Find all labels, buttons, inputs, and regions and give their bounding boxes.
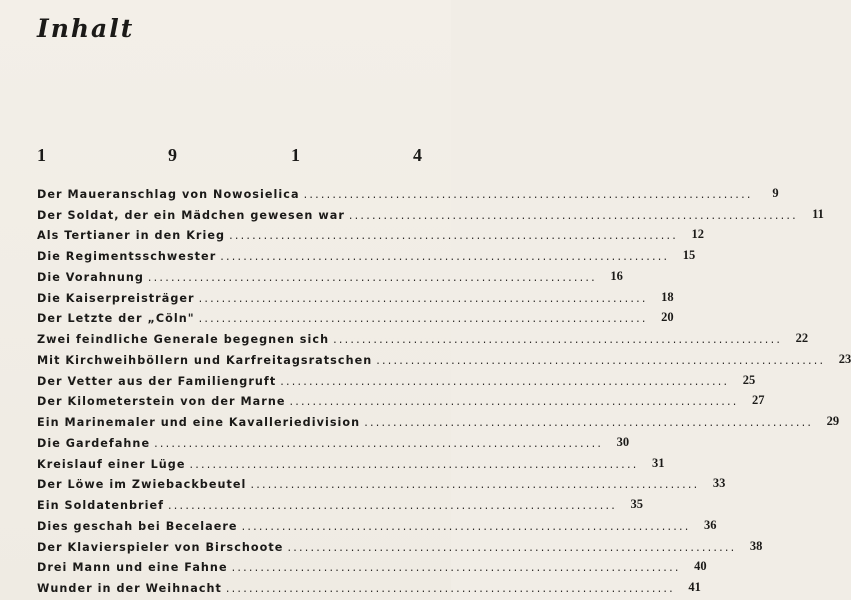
leader-dots: .............................................................................. (198, 291, 648, 305)
leader-dots: .............................................................................. (376, 353, 826, 367)
leader-dots: .............................................................................. (303, 187, 753, 201)
toc-entry-title: Die Vorahnung (37, 270, 144, 284)
toc-entry-title: Der Soldat, der ein Mädchen gewesen war (37, 208, 345, 222)
leader-dots: .............................................................................. (280, 374, 730, 388)
leader-dots: .............................................................................. (231, 561, 681, 575)
toc-entry-title: Wunder in der Weihnacht (37, 582, 222, 595)
toc-entry-page: 20 (661, 310, 674, 325)
toc-entry-page: 38 (749, 538, 763, 553)
toc-entry-page: 23 (838, 351, 851, 366)
toc-entry-title: Die Gardefahne (37, 436, 151, 450)
toc-entry-page: 40 (694, 559, 707, 574)
leader-dots: .............................................................................. (241, 519, 691, 533)
toc-entry-title: Dies geschah bei Becelaere (37, 519, 238, 533)
toc-entry-page: 41 (688, 580, 701, 594)
leader-dots: .............................................................................. (225, 582, 675, 595)
toc-entry-page: 31 (651, 455, 665, 470)
leader-dots: .............................................................................. (250, 478, 700, 492)
year-digit: 1 (37, 145, 46, 165)
toc-entry-title: Der Maueranschlag von Nowosielica (37, 187, 300, 201)
table-of-contents (37, 180, 851, 595)
toc-entry-title: Die Regimentsschwester (37, 250, 217, 263)
toc-entry (37, 471, 726, 492)
toc-entry (37, 180, 779, 201)
toc-entry (37, 408, 840, 429)
year-digit: 4 (413, 145, 422, 165)
leader-dots: .............................................................................. (168, 499, 618, 512)
leader-dots: .............................................................................. (154, 436, 604, 450)
toc-entry (37, 533, 763, 554)
toc-entry-title: Der Vetter aus der Familiengruft (37, 374, 277, 388)
toc-entry-title: Zwei feindliche Generale begegnen sich (37, 333, 330, 346)
year-digit: 1 (291, 145, 300, 165)
toc-entry-page: 9 (772, 185, 779, 200)
toc-entry-title: Der Klavierspieler von Birschoote (37, 540, 284, 554)
toc-entry (37, 263, 623, 284)
toc-entry (37, 325, 809, 346)
toc-entry-title: Der Löwe im Zwiebackbeutel (37, 478, 247, 492)
toc-entry-page: 25 (742, 372, 756, 387)
toc-entry-page: 12 (691, 227, 705, 242)
leader-dots: .............................................................................. (364, 416, 814, 429)
toc-entry-page: 33 (712, 476, 726, 491)
toc-entry (37, 284, 674, 305)
toc-entry-page: 30 (616, 434, 630, 449)
toc-entry-title: Ein Marinemaler und eine Kavalleriedivision (37, 416, 361, 429)
toc-entry (37, 346, 851, 367)
toc-entry-page: 15 (682, 248, 696, 262)
leader-dots: .............................................................................. (189, 457, 639, 471)
toc-entry (37, 201, 824, 222)
leader-dots: .............................................................................. (220, 250, 670, 263)
toc-entry (37, 574, 701, 595)
toc-entry (37, 367, 756, 388)
leader-dots: .............................................................................. (198, 312, 648, 326)
toc-entry-page: 18 (661, 289, 674, 304)
leader-dots: .............................................................................. (287, 540, 737, 554)
leader-dots: .............................................................................. (333, 333, 783, 346)
page-title: Inhalt (37, 14, 135, 43)
toc-entry (37, 222, 705, 243)
toc-entry-page: 35 (630, 497, 644, 511)
toc-entry (37, 388, 765, 409)
toc-entry-title: Der Letzte der „Cöln" (37, 312, 195, 326)
toc-entry-page: 11 (812, 206, 824, 221)
toc-entry (37, 429, 630, 450)
toc-entry-title: Die Kaiserpreisträger (37, 291, 195, 305)
toc-entry (37, 242, 696, 263)
toc-entry-page: 16 (610, 268, 623, 283)
toc-entry-title: Der Kilometerstein von der Marne (37, 395, 286, 409)
year-digit: 9 (168, 145, 177, 165)
toc-entry-page: 29 (826, 414, 840, 428)
toc-entry (37, 491, 644, 512)
toc-entry (37, 554, 707, 575)
leader-dots: .............................................................................. (348, 208, 798, 222)
toc-entry-page: 27 (751, 393, 765, 408)
toc-entry (37, 450, 665, 471)
toc-entry (37, 305, 674, 326)
toc-entry-title: Kreislauf einer Lüge (37, 457, 186, 471)
toc-entry-title: Mit Kirchweihböllern und Karfreitagsratschen (37, 353, 373, 367)
toc-entry-page: 22 (795, 331, 809, 345)
leader-dots: .............................................................................. (289, 395, 739, 409)
toc-entry-title: Ein Soldatenbrief (37, 499, 165, 512)
toc-entry-title: Als Tertianer in den Krieg (37, 229, 226, 243)
toc-entry (37, 512, 717, 533)
toc-entry-title: Drei Mann und eine Fahne (37, 561, 228, 575)
leader-dots: .............................................................................. (229, 229, 679, 243)
leader-dots: .............................................................................. (147, 270, 597, 284)
toc-entry-page: 36 (704, 517, 717, 532)
